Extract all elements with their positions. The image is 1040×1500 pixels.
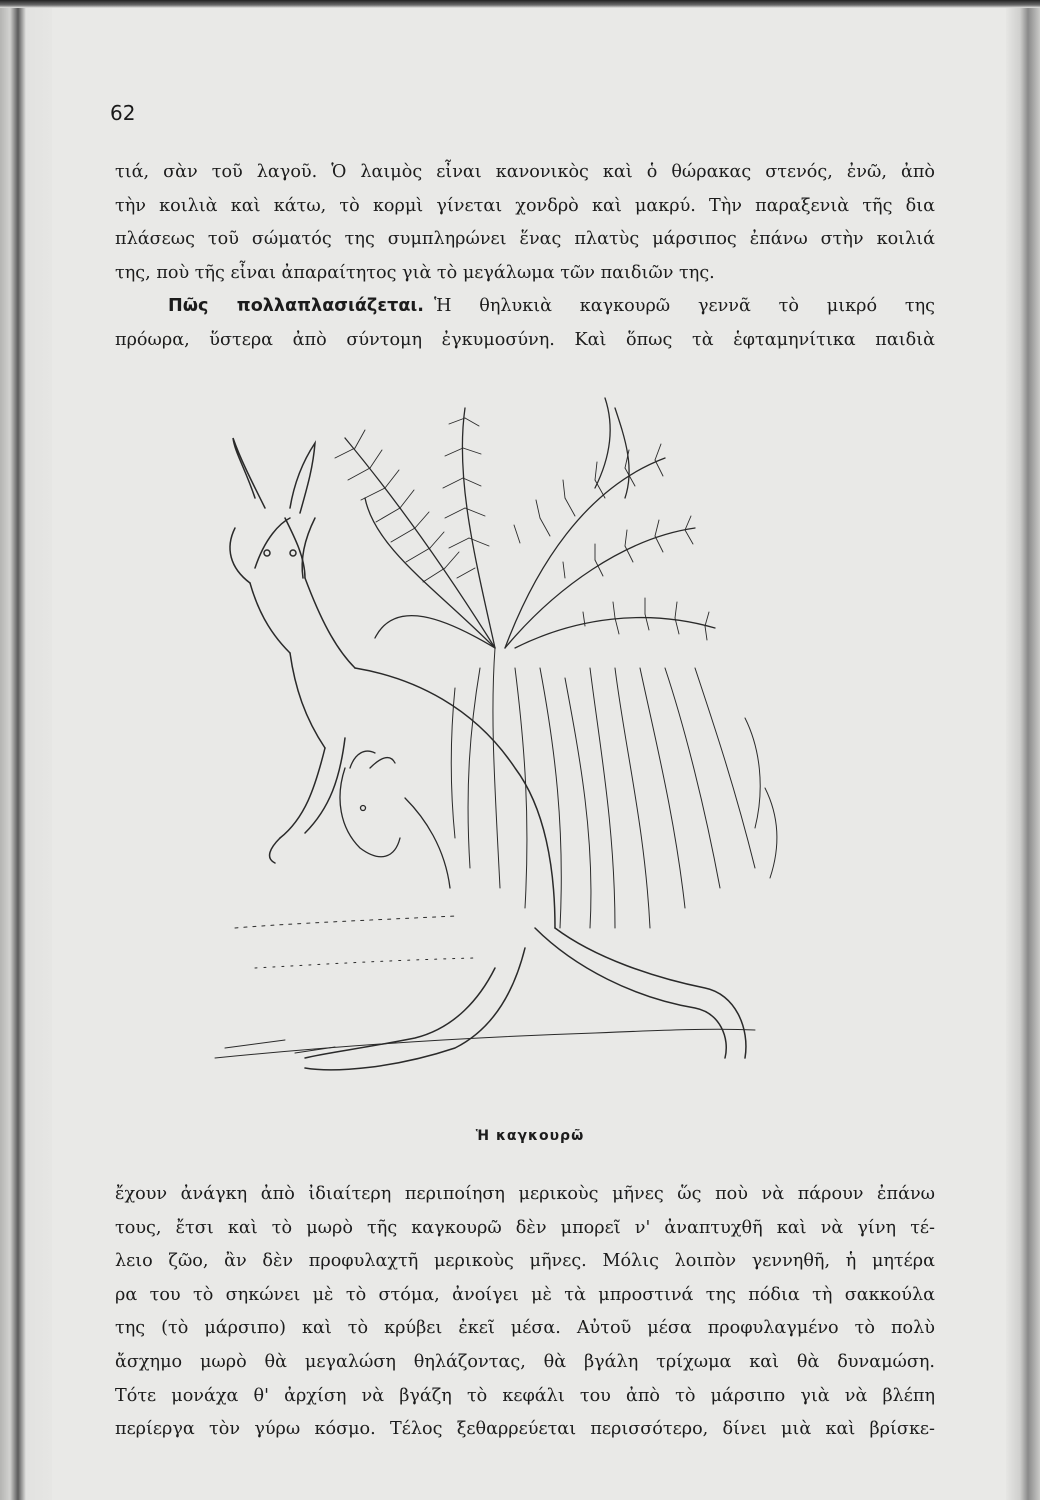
bottom-paragraph [115, 1178, 935, 1447]
text-line: περίεργα τὸν γύρω κόσμο. Τέλος ξεθαρρεύεται περισσότερο, δίνει μιὰ καὶ βρίσκε- [115, 1419, 935, 1440]
joey-drawing [340, 751, 450, 888]
text-line: πλάσεως τοῦ σώματός της συμπληρώνει ἕνας πλατὺς μάρσιπος ἐπάνω στὴν κοιλιά [115, 229, 935, 250]
page-binding-shadow [0, 0, 52, 1500]
section-first-line-text: Ἡ θηλυκιὰ καγκουρῶ γεννᾶ τὸ μικρό της [433, 296, 935, 317]
text-line: της (τὸ μάρσιπο) καὶ τὸ κρύβει ἐκεῖ μέσα. Αὐτοῦ μέσα προφυλαγμένο τὸ πολὺ [115, 1318, 935, 1339]
text-line: της, ποὺ τῆς εἶναι ἀπαραίτητος γιὰ τὸ μεγάλωμα τῶν παιδιῶν της. [115, 262, 715, 283]
text-line: λειο ζῶο, ἂν δὲν προφυλαχτῆ μερικοὺς μῆνες. Μόλις λοιπὸν γεννηθῆ, ἡ μητέρα [115, 1251, 935, 1272]
text-line: πρόωρα, ὕστερα ἀπὸ σύντομη ἐγκυμοσύνη. Καὶ ὅπως τὰ ἑφταμηνίτικα παιδιὰ [115, 329, 935, 350]
section-heading: Πῶς πολλαπλασιάζεται. [168, 296, 424, 317]
text-line: τὴν κοιλιὰ καὶ κάτω, τὸ κορμὶ γίνεται χονδρὸ καὶ μακρύ. Τὴν παραξενιὰ τῆς δια [115, 195, 935, 216]
text-line: Τότε μονάχα θ' ἀρχίση νὰ βγάζη τὸ κεφάλι του ἀπὸ τὸ μάρσιπο γιὰ νὰ βλέπη [115, 1385, 935, 1406]
text-line: ἄσχημο μωρὸ θὰ μεγαλώση θηλάζοντας, θὰ βγάλη τρίχωμα καὶ θὰ δυναμώση. [115, 1351, 935, 1372]
top-paragraph [115, 156, 935, 358]
text-line: τους, ἔτσι καὶ τὸ μωρὸ τῆς καγκουρῶ δὲν μπορεῖ ν' ἀναπτυχθῆ καὶ νὰ γίνη τέ- [115, 1217, 935, 1238]
figure-caption: Ἡ καγκουρῶ [475, 1128, 585, 1144]
page-number: 62 [110, 101, 136, 125]
page-edge-shadow [1006, 0, 1040, 1500]
text-line: ἔχουν ἀνάγκη ἀπὸ ἰδιαίτερη περιποίηση μερικοὺς μῆνες ὥς ποὺ νὰ πάρουν ἐπάνω [115, 1184, 935, 1204]
kangaroo-adult-drawing [230, 438, 746, 1070]
tree-fern-drawing [335, 398, 777, 928]
page-top-edge [0, 0, 1040, 8]
kangaroo-illustration [195, 368, 795, 1108]
text-line: ρα του τὸ σηκώνει μὲ τὸ στόμα, ἀνοίγει μὲ τὰ μπροστινά της πόδια τὴ σακκούλα [115, 1284, 935, 1305]
ground-drawing [215, 916, 755, 1058]
section-first-line [115, 290, 935, 324]
text-line: τιά, σὰν τοῦ λαγοῦ. Ὁ λαιμὸς εἶναι κανονικὸς καὶ ὁ θώρακας στενός, ἐνῶ, ἀπὸ [115, 162, 935, 182]
